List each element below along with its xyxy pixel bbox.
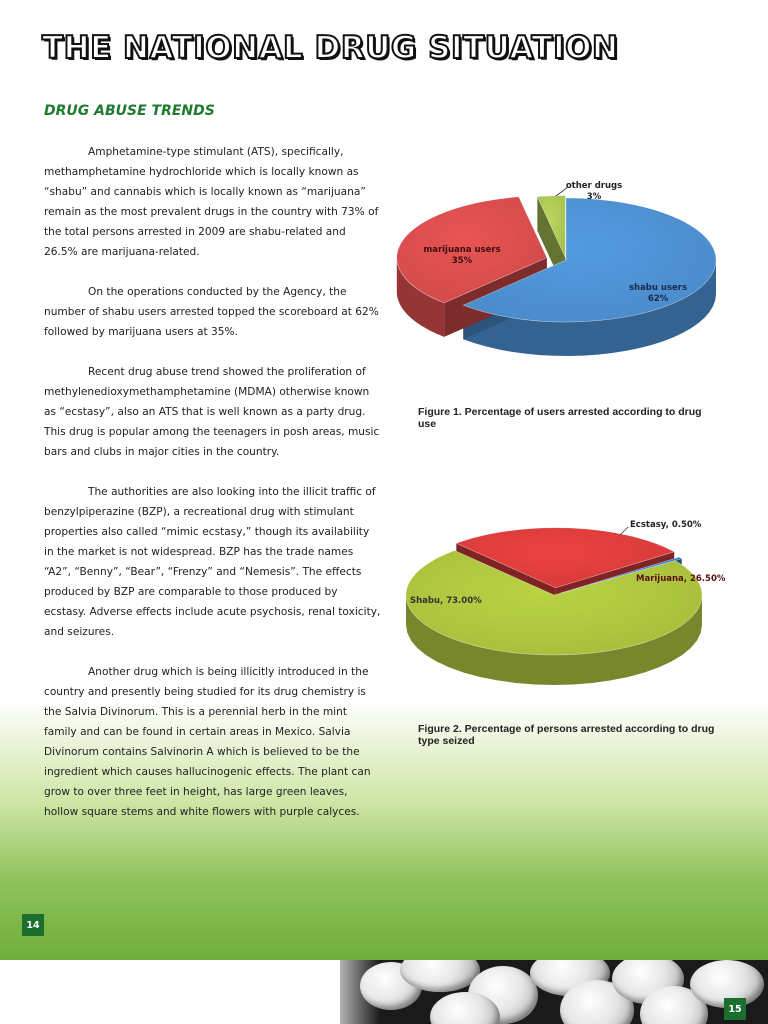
pie-chart-svg <box>396 515 736 685</box>
pie-slice-label: other drugs <box>565 181 623 191</box>
figure-2-caption: Figure 2. Percentage of persons arrested according to drug type seized <box>418 723 715 747</box>
page-title: THE NATIONAL DRUG SITUATION <box>42 30 619 66</box>
pie-slice-label: Ecstasy, 0.50% <box>630 520 702 530</box>
pie-slice-label: 35% <box>451 256 473 266</box>
page-number-left: 14 <box>22 914 44 936</box>
pie-slice-label: marijuana users <box>423 245 501 255</box>
paragraph: Another drug which is being illicitly introduced in the country and presently being studied for its drug chemistry is the Salvia Divinorum. This is a perennial herb in the mint family and can be found in certain areas in Mexico. Salvia Divinorum contains Salvinorin A which is believed to be the ingredient which causes hallucinogenic effects. The plant can grow to over three feet in height, has large green leaves, hollow square stems and white flowers with purple calyces. <box>44 666 371 818</box>
figure-1-pie-chart <box>396 172 736 392</box>
pie-slice-label: shabu users <box>628 283 688 293</box>
pie-chart-svg <box>396 172 736 392</box>
pills-photo-banner <box>0 960 768 1024</box>
paragraph: Amphetamine-type stimulant (ATS), specifically, methamphetamine hydrochloride which is locally known as “shabu” and cannabis which is locally known as “marijuana” remain as the most prevalent drugs in the country with 73% of the total persons arrested in 2009 are shabu-related and 26.5% are marijuana-related. <box>44 146 379 258</box>
figure-1-caption: Figure 1. Percentage of users arrested according to drug use <box>418 406 702 430</box>
leader-line <box>620 527 628 535</box>
pie-slice-label: 3% <box>586 192 602 202</box>
leader-line <box>556 187 568 196</box>
paragraph: On the operations conducted by the Agency, the number of shabu users arrested topped the scoreboard at 62% followed by marijuana users at 35%. <box>44 286 379 338</box>
figure-2-pie-chart <box>396 515 736 685</box>
section-heading: DRUG ABUSE TRENDS <box>44 103 215 119</box>
banner-fade <box>0 960 340 1024</box>
pie-slice-label: Marijuana, 26.50% <box>636 574 726 584</box>
pie-slice-label: Shabu, 73.00% <box>410 596 482 606</box>
paragraph: The authorities are also looking into the illicit traffic of benzylpiperazine (BZP), a recreational drug with stimulant properties also called “mimic ecstasy,” though its availability in the market is not widespread. BZP has the trade names “A2”, “Benny”, “Bear”, “Frenzy” and “Nemesis”. The effects produced by BZP are comparable to those produced by ecstasy. Adverse effects include acute psychosis, renal toxicity, and seizures. <box>44 486 381 638</box>
paragraph: Recent drug abuse trend showed the proliferation of methylenedioxymethamphetamine (MDMA) otherwise known as “ecstasy”, also an ATS that is well known as a party drug. This drug is popular among the teenagers in posh areas, music bars and clubs in major cities in the country. <box>44 366 380 458</box>
page-number-right: 15 <box>724 998 746 1020</box>
pie-slice-label: 62% <box>647 294 669 304</box>
article-body <box>44 142 382 842</box>
